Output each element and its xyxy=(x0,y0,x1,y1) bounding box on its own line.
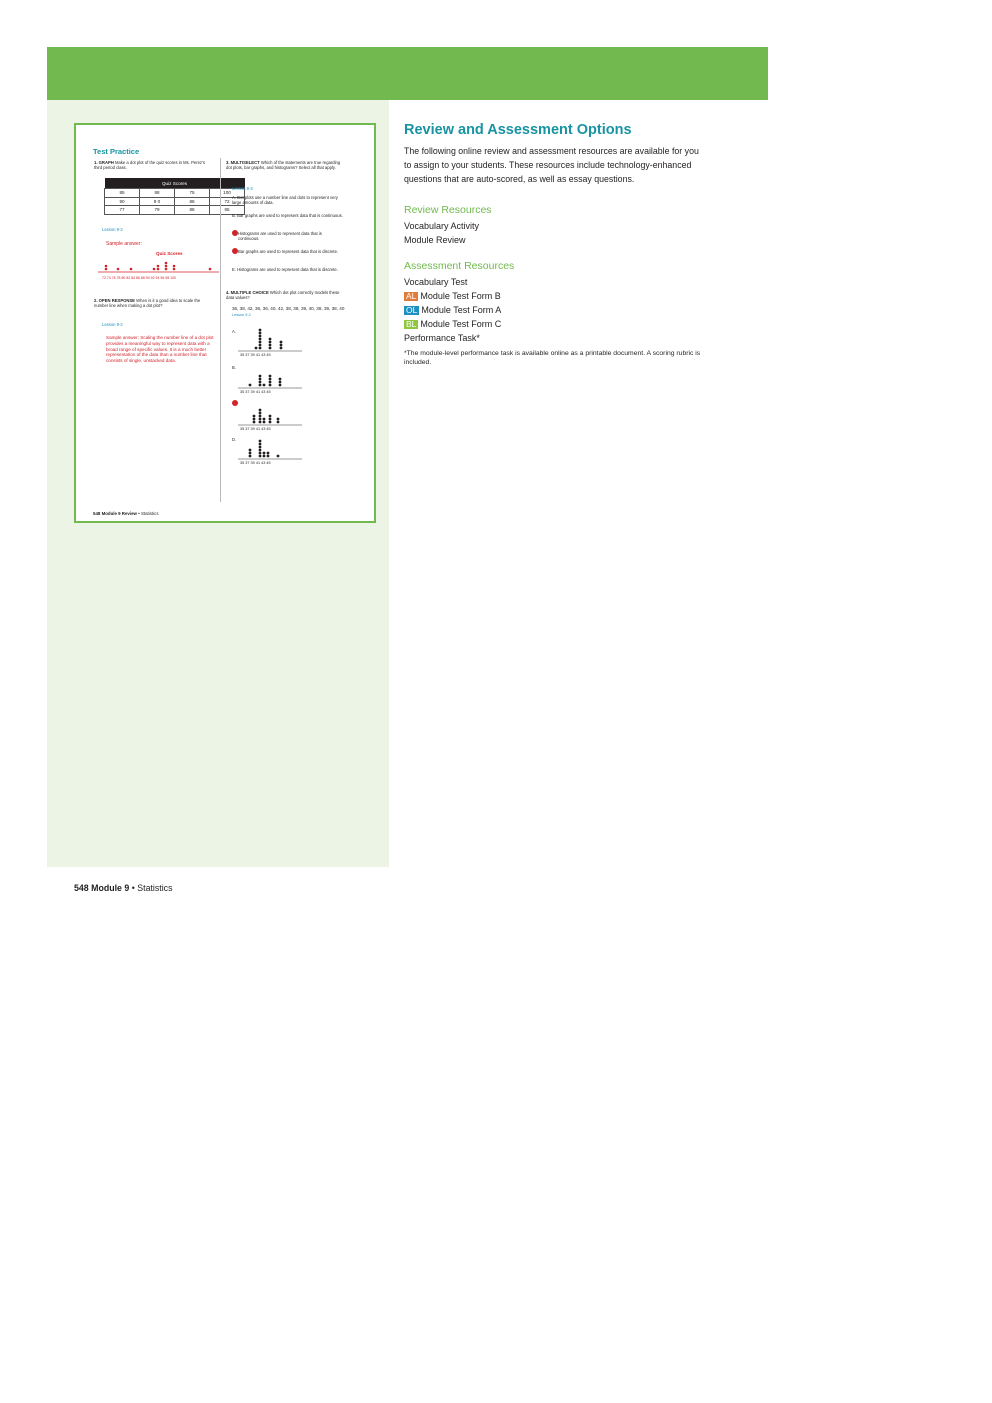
student-page-card xyxy=(74,123,376,523)
list-item[interactable]: Vocabulary Activity xyxy=(404,221,480,231)
page-title: Review and Assessment Options xyxy=(404,122,632,138)
review-resources-heading: Review Resources xyxy=(404,204,492,216)
q1-sample-answer: Sample answer: xyxy=(106,241,142,247)
q1-plot-title: Quiz Scores xyxy=(156,251,183,256)
level-badge: AL xyxy=(406,291,417,301)
q4-option-b-axis: 35 37 39 41 43 45 xyxy=(240,390,271,394)
header-bar xyxy=(47,47,768,100)
page-footer: 548 Module 9 • Statistics xyxy=(74,883,173,893)
list-item[interactable]: Module Review xyxy=(404,235,466,245)
q3-option-a: A. Dot plots use a number line and dots to represent very large amounts of data. xyxy=(232,195,338,205)
q4-option-d-label: D. xyxy=(232,437,237,442)
quiz-scores-table: Quiz Scores 85 88 75 100 90 9 0 88 72 77 79 88 85 xyxy=(104,178,245,215)
list-item[interactable]: Vocabulary Test xyxy=(404,277,468,287)
q3-option-e: E. Histograms are used to represent data that is discrete. xyxy=(232,267,338,272)
q2-answer: Sample answer: Scaling the number line of a dot plot provides a meaningful way to represent data with a broad range of specific values. It is a much better representation of the data than a number line that consists of single, unstacked data. xyxy=(106,335,214,364)
q2-text: 2. OPEN RESPONSE When is it a good idea to scale the number line when making a dot plot? xyxy=(94,298,201,308)
q3-option-d: Bar graphs are used to represent data that is discrete. xyxy=(238,249,339,254)
q4-values: 36, 38, 42, 36, 36, 40, 42, 38, 38, 39, 40, 38, 39, 38, 40 Lesson 9-2 xyxy=(232,306,345,317)
review-resources-list xyxy=(404,219,479,247)
assessment-resources-list xyxy=(404,275,501,345)
q1-axis-labels: 72 74 76 78 80 82 84 86 88 90 92 94 96 98 100 xyxy=(102,276,176,280)
q4-option-d-axis: 35 37 39 41 43 45 xyxy=(240,461,271,465)
q2-lesson: Lesson 9-2 xyxy=(102,322,123,327)
list-item[interactable]: AL Module Test Form B xyxy=(406,291,501,301)
q1-lesson: Lesson 9-2 xyxy=(102,227,123,232)
footnote: *The module-level performance task is available online as a printable document. A scoring rubric is included. xyxy=(404,350,701,366)
intro-text: The following online review and assessment resources are available for you to assign to your students. These resources include technology-enhanced questions that are auto-scored, as well as essay questions. xyxy=(404,146,699,184)
q3-option-c: Histograms are used to represent data that is continuous. xyxy=(238,231,322,241)
q4-text: 4. MULTIPLE CHOICE Which dot plot correctly models these data values? xyxy=(226,290,340,300)
q4-option-a-axis: 35 37 39 41 43 45 xyxy=(240,353,271,357)
q4-option-c-axis: 35 37 39 41 43 45 xyxy=(240,427,271,431)
q3-lesson: Lesson 9-3 xyxy=(232,186,253,191)
card-footer: 548 Module 9 Review • Statistics xyxy=(93,511,159,516)
q4-option-b-label: B. xyxy=(232,365,236,370)
list-item[interactable]: Performance Task* xyxy=(404,333,480,343)
level-badge: OL xyxy=(406,305,418,315)
column-divider xyxy=(220,158,221,502)
q3-text: 3. MULTISELECT Which of the statements are true regarding dot plots, bar graphs, and histograms? Select all that apply. xyxy=(226,160,341,170)
assessment-resources-heading: Assessment Resources xyxy=(404,260,515,272)
list-item[interactable]: OL Module Test Form A xyxy=(406,305,502,315)
q4-option-a-label: A. xyxy=(232,329,236,334)
q3-option-b: B. Bar graphs are used to represent data that is continuous. xyxy=(232,213,343,218)
level-badge: BL xyxy=(406,319,417,329)
q1-text: 1. GRAPH Make a dot plot of the quiz scores in Ms. Perez's third period class. xyxy=(94,160,205,170)
card-title: Test Practice xyxy=(93,147,140,156)
list-item[interactable]: BL Module Test Form C xyxy=(406,319,502,329)
